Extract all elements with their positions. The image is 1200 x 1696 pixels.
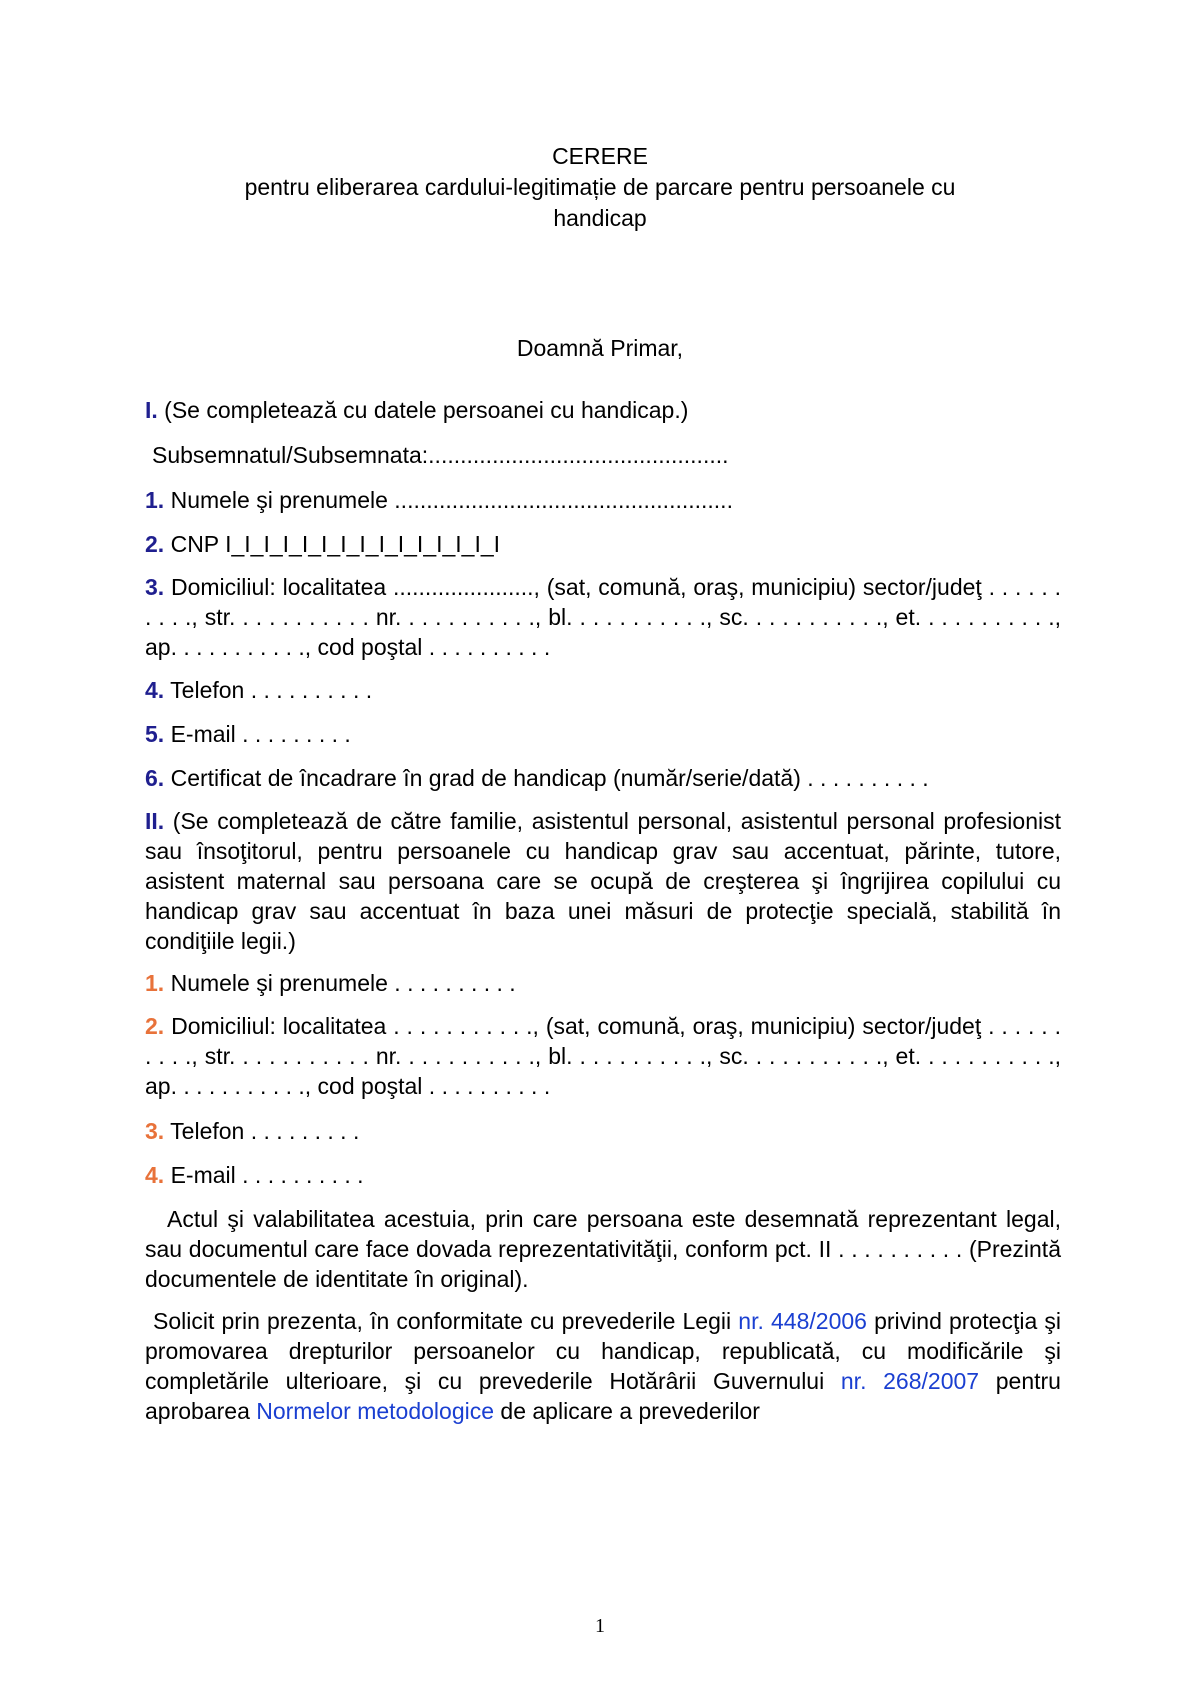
section-2-intro	[145, 806, 1061, 956]
act-paragraph	[145, 1204, 1061, 1294]
s2-item-2-number: 2.	[145, 1013, 165, 1039]
s2-item-4-number: 4.	[145, 1162, 165, 1188]
s1-item-3	[145, 572, 1061, 662]
s1-item-4	[145, 674, 1061, 706]
section-1-intro-text: (Se completează cu datele persoanei cu handicap.)	[157, 397, 689, 423]
section-2-marker: II.	[145, 808, 165, 834]
subsemnatul-text: Subsemnatul/Subsemnata:...............................................	[152, 442, 729, 468]
s2-item-2-text: Domiciliul: localitatea . . . . . . . . . . ., (sat, comună, oraş, municipiu) sector/judeţ . . . . . . . . . ., str. . . . . . . . . . . nr. . . . . . . . . . ., bl. . . . . . . . . . ., sc. . . . . . . . . . ., et. . . . . . . . . . ., ap. . . . . . . . . . ., cod poştal . . . . . . . . . .	[145, 1013, 1061, 1099]
s1-item-5	[145, 718, 1061, 750]
s1-item-2	[145, 528, 1061, 560]
s1-item-4-number: 4.	[145, 677, 165, 703]
s1-item-6-text: Certificat de încadrare în grad de handicap (număr/serie/dată) . . . . . . . . . .	[164, 765, 929, 791]
s1-item-5-number: 5.	[145, 721, 165, 747]
s1-item-6	[145, 762, 1061, 794]
request-text-1: Solicit prin prezenta, în conformitate cu prevederile Legii	[153, 1308, 739, 1334]
s1-item-1	[145, 484, 1061, 516]
s2-item-4-text: E-mail . . . . . . . . . .	[164, 1162, 364, 1188]
law-448-2006-link[interactable]: nr. 448/2006	[738, 1308, 867, 1334]
act-paragraph-text: Actul şi valabilitatea acestuia, prin care persoana este desemnată reprezentant legal, sau documentul care face dovada reprezentativităţii, conform pct. II . . . . . . . . . . (Prezintă documentele de identitate în original).	[145, 1206, 1061, 1292]
norme-metodologice-link[interactable]: Normelor metodologice	[256, 1398, 495, 1424]
salutation: Doamnă Primar,	[516, 335, 684, 361]
s2-item-1-number: 1.	[145, 970, 165, 996]
s2-item-3-text: Telefon . . . . . . . . .	[164, 1118, 360, 1144]
s1-item-1-number: 1.	[145, 487, 165, 513]
page-number: 1	[595, 1615, 605, 1637]
s2-item-2	[145, 1011, 1061, 1101]
request-text-3: pentru aprobarea	[145, 1368, 1061, 1424]
document-title	[0, 141, 1200, 234]
s2-item-1-text: Numele şi prenumele . . . . . . . . . .	[164, 970, 516, 996]
section-2-intro-text: (Se completează de către familie, asistentul personal, asistentul personal profesionist sau însoţitorul, pentru persoanele cu handicap grav sau accentuat, părinte, tutore, asistent maternal sau persoana care se ocupă de creşterea şi îngrijirea copilului cu handicap grav sau accentuat în baza unei măsuri de protecţie specială, stabilită în condiţiile legii.)	[145, 808, 1061, 954]
request-text-4: de aplicare a prevederilor	[494, 1398, 760, 1424]
s2-item-1	[145, 967, 1061, 999]
s1-item-2-text: CNP I_I_I_I_I_I_I_I_I_I_I_I_I_I_I	[164, 531, 501, 557]
subsemnatul-field	[152, 439, 1068, 471]
s1-item-2-number: 2.	[145, 531, 165, 557]
section-1-marker: I.	[145, 397, 158, 423]
s1-item-5-text: E-mail . . . . . . . . .	[164, 721, 351, 747]
title-line-3: handicap	[553, 205, 647, 231]
section-1-intro	[145, 394, 1061, 426]
s2-item-4	[145, 1159, 1061, 1191]
s2-item-3-number: 3.	[145, 1118, 165, 1144]
s1-item-1-text: Numele şi prenumele .....................................................	[164, 487, 733, 513]
request-text-2: privind protecţia şi promovarea drepturilor persoanelor cu handicap, republicată, cu modificările şi completările ulterioare, şi cu prevederile Hotărârii Guvernului	[145, 1308, 1062, 1394]
title-line-2: pentru eliberarea cardului-legitimație de parcare pentru persoanele cu	[244, 174, 956, 200]
s2-item-3	[145, 1115, 1061, 1147]
s1-item-3-number: 3.	[145, 574, 165, 600]
s1-item-6-number: 6.	[145, 765, 165, 791]
s1-item-4-text: Telefon . . . . . . . . . .	[164, 677, 373, 703]
s1-item-3-text: Domiciliul: localitatea ......................, (sat, comună, oraş, municipiu) sector/judeţ . . . . . . . . . ., str. . . . . . . . . . . nr. . . . . . . . . . ., bl. . . . . . . . . . ., sc. . . . . . . . . . ., et. . . . . . . . . . ., ap. . . . . . . . . . ., cod poştal . . . . . . . . . .	[145, 574, 1061, 660]
title-line-1: CERERE	[552, 143, 648, 169]
request-paragraph	[145, 1306, 1061, 1426]
hg-268-2007-link[interactable]: nr. 268/2007	[840, 1368, 980, 1394]
